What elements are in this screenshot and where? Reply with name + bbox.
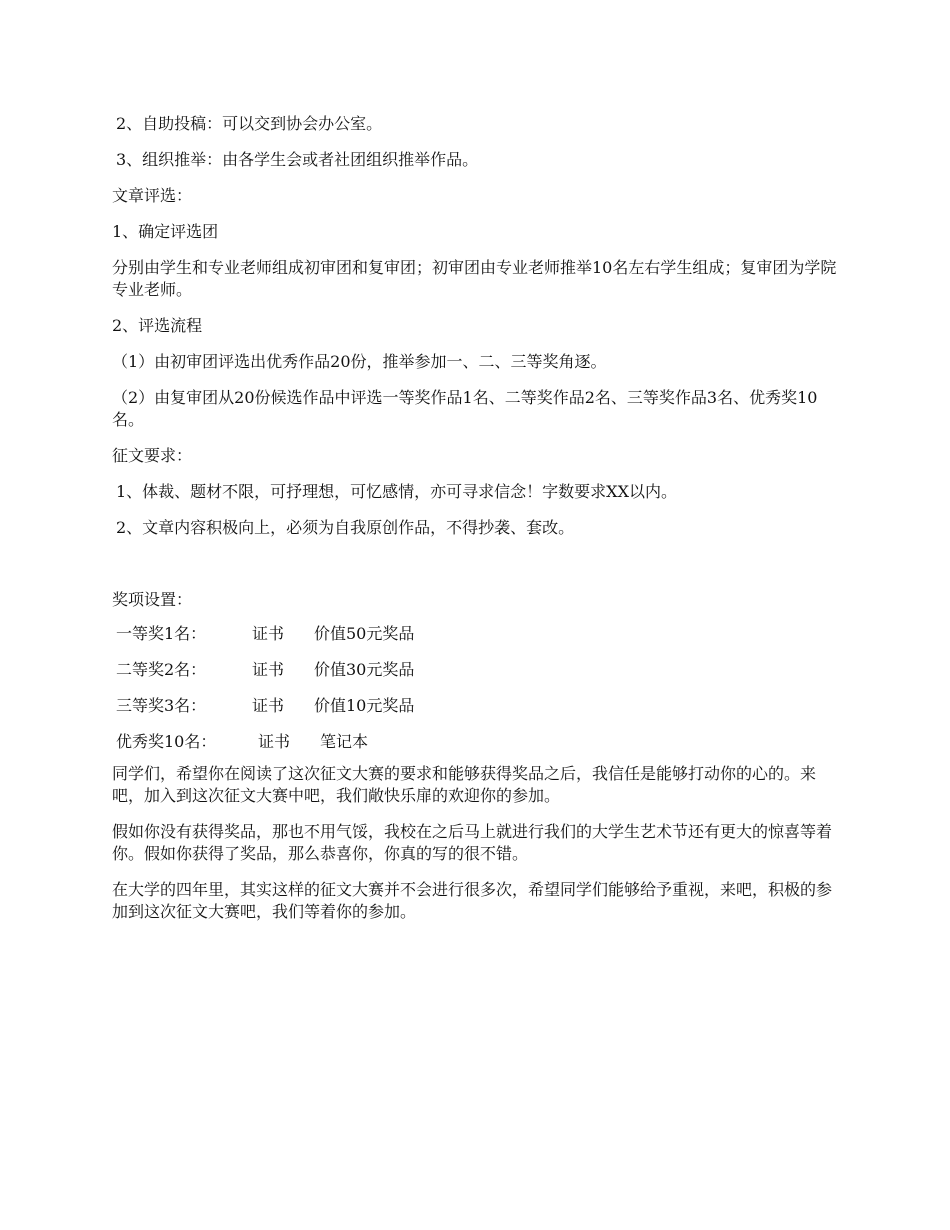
selection-sub1-title: 1、确定评选团 [112,222,219,241]
requirements-heading: 征文要求： [112,446,193,465]
selection-heading: 文章评选： [112,186,193,205]
closing-paragraph-2: 假如你没有获得奖品，那也不用气馁，我校在之后马上就进行我们的大学生艺术节还有更大的惊喜等着你。假如你获得了奖品，那么恭喜你，你真的写的很不错。 [112,822,833,863]
award-name: 一等奖1名： [116,624,207,643]
requirements-item-1: 1、体裁、题材不限，可抒理想，可忆感情，亦可寻求信念！字数要求XX以内。 [116,482,677,501]
selection-sub1-body: 分别由学生和专业老师组成初审团和复审团；初审团由专业老师推举10名左右学生组成；复审团为学院专业老师。 [112,258,837,299]
selection-sub2-title: 2、评选流程 [112,316,203,335]
award-name: 三等奖3名： [116,696,207,715]
award-certificate: 证书 [252,624,285,643]
awards-heading: 奖项设置： [112,590,193,609]
award-name: 优秀奖10名： [116,732,217,751]
award-name: 二等奖2名： [116,660,207,679]
submission-item-3: 3、组织推举：由各学生会或者社团组织推举作品。 [116,150,479,169]
closing-paragraph-3: 在大学的四年里，其实这样的征文大赛并不会进行很多次，希望同学们能够给予重视，来吧，积极的参加到这次征文大赛吧，我们等着你的参加。 [112,880,833,921]
award-prize: 价值30元奖品 [314,660,415,679]
award-prize: 笔记本 [320,732,369,751]
award-certificate: 证书 [258,732,291,751]
award-certificate: 证书 [252,696,285,715]
selection-step-1: （1）由初审团评选出优秀作品20份，推举参加一、二、三等奖角逐。 [112,352,607,371]
requirements-item-2: 2、文章内容积极向上，必须为自我原创作品，不得抄袭、套改。 [116,518,575,537]
submission-item-2: 2、自助投稿：可以交到协会办公室。 [116,114,383,133]
award-certificate: 证书 [252,660,285,679]
award-prize: 价值10元奖品 [314,696,415,715]
closing-paragraph-1: 同学们，希望你在阅读了这次征文大赛的要求和能够获得奖品之后，我信任是能够打动你的心的。来吧，加入到这次征文大赛中吧，我们敞快乐扉的欢迎你的参加。 [112,764,817,805]
selection-step-2: （2）由复审团从20份候选作品中评选一等奖作品1名、二等奖作品2名、三等奖作品3名、优秀奖10名。 [112,388,818,429]
award-prize: 价值50元奖品 [314,624,415,643]
